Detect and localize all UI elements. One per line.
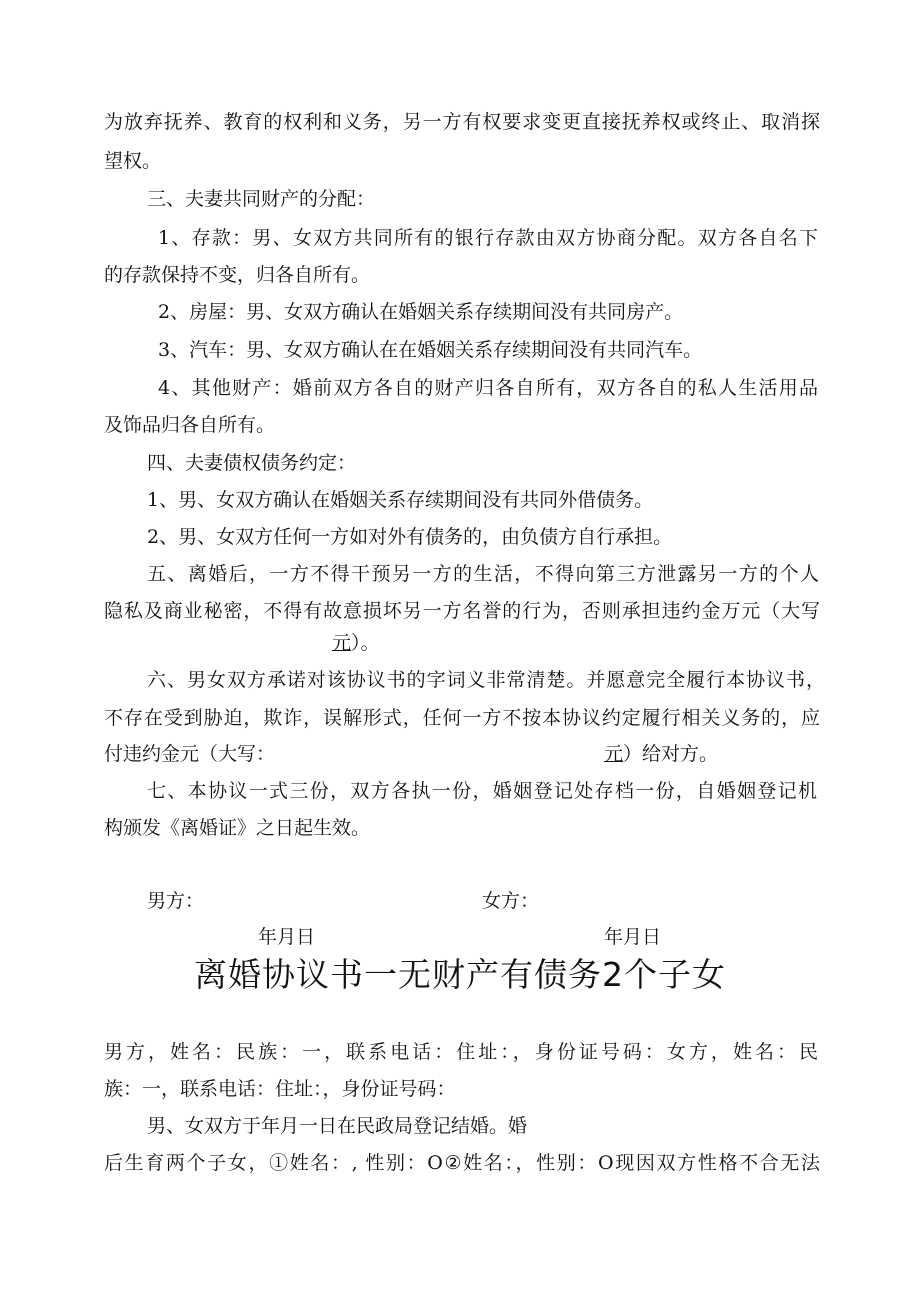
paragraph-deposit-line-2: 的存款保持不变，归各自所有。 [104,264,371,286]
heading-debt-agreement: 四、夫妻债权债务约定： [147,452,357,474]
paragraph-commitment-line-3b [604,742,718,766]
paragraph-privacy-line-1: 五、离婚后，一方不得干预另一方的生活，不得向第三方泄露另一方的个人 [147,563,819,585]
paragraph-debt-1: 1、男、女双方确认在婚姻关系存续期间没有共同外借债务。 [147,489,654,511]
paragraph-custody-end-line-1: 为放弃抚养、教育的权利和义务，另一方有权要求变更直接抚养权或终止、取消探 [104,111,820,133]
paragraph-commitment-line-3a: 付违约金元（大写： [104,743,276,765]
paragraph-custody-end-line-2: 望权。 [104,150,162,172]
paragraph-car: 3、汽车：男、女双方确认在在婚姻关系存续期间没有共同汽车。 [158,339,703,361]
paragraph-privacy-line-2: 隐私及商业秘密，不得有故意损坏另一方名誉的行为，否则承担违约金万元（大写 [104,600,820,622]
document-title: 离婚协议书一无财产有债务2个子女 [194,955,726,994]
paragraph-other-property-line-1: 4、其他财产：婚前双方各自的财产归各自所有，双方各自的私人生活用品 [158,377,818,399]
paragraph-parties-line-1: 男方，姓名：民族：一，联系电话：住址：，身份证号码：女方，姓名：民 [104,1041,818,1063]
closing-paren: ）。 [351,632,380,654]
date-male: 年月日 [258,926,316,948]
paragraph-commitment-line-2: 不存在受到胁迫，欺诈，误解形式，任何一方不按本协议约定履行相关义务的，应 [104,707,820,729]
paragraph-marriage: 男、女双方于年月一日在民政局登记结婚。婚 [147,1115,528,1137]
date-female: 年月日 [604,926,662,948]
blank-penalty-yuan: 元 [604,743,624,765]
paragraph-copies-line-2: 构颁发《离婚证》之日起生效。 [104,817,371,839]
paragraph-debt-2: 2、男、女双方任何一方如对外有债务的，由负债方自行承担。 [147,526,673,548]
paragraph-commitment-line-1: 六、男女双方承诺对该协议书的字词义非常清楚。并愿意完全履行本协议书， [147,669,825,691]
paragraph-deposit-line-1: 1、存款：男、女双方共同所有的银行存款由双方协商分配。双方各自名下 [158,227,818,249]
paragraph-copies-line-1: 七、本协议一式三份，双方各执一份，婚姻登记处存档一份，自婚姻登记机 [147,780,817,802]
paragraph-privacy-line-3 [332,631,380,655]
paragraph-children: 后生育两个子女，①姓名：, 性别：O②姓名：，性别：O现因双方性格不合无法 [104,1152,820,1174]
blank-amount-yuan: 元 [332,632,352,654]
paragraph-parties-line-2: 族：一，联系电话：住址：，身份证号码： [104,1078,456,1100]
paragraph-other-property-line-2: 及饰品归各自所有。 [104,414,276,436]
signature-female-label: 女方： [482,890,540,912]
heading-property-division: 三、夫妻共同财产的分配： [147,188,376,210]
paragraph-house: 2、房屋：男、女双方确认在婚姻关系存续期间没有共同房产。 [158,301,684,323]
signature-male-label: 男方： [147,890,205,912]
give-other-party-text: ）给对方。 [623,743,719,765]
